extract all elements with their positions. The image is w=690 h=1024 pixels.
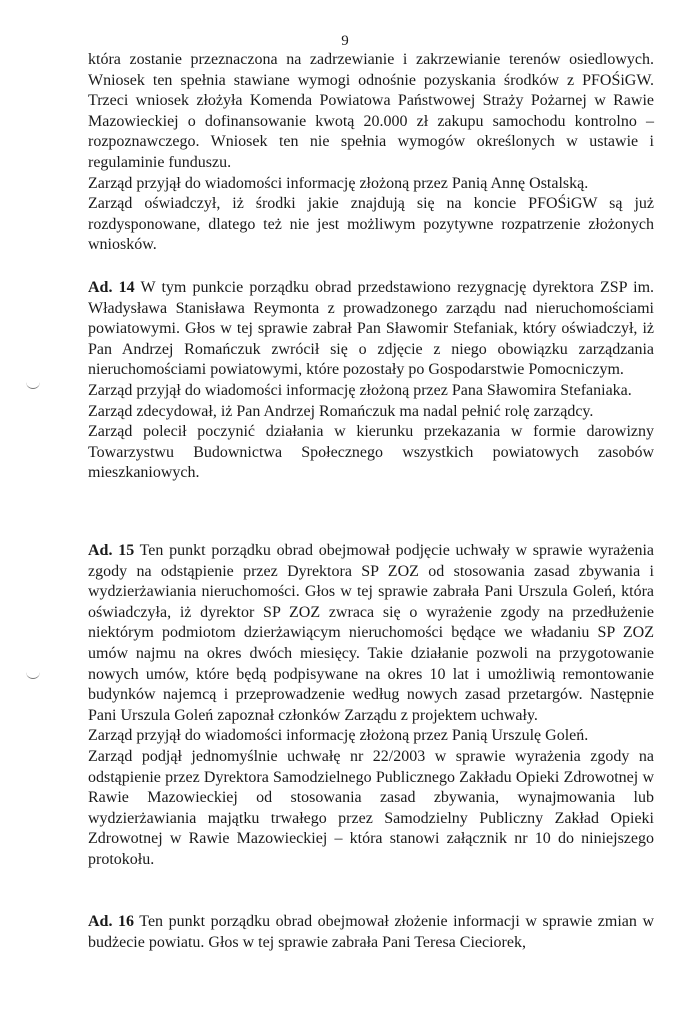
paragraph (88, 912, 654, 953)
item-label: Ad. 16 (88, 913, 135, 930)
page-number: 9 (341, 33, 349, 49)
punch-hole-mark (26, 380, 40, 389)
paragraph: Zarząd zdecydował, iż Pan Andrzej Romańczuk ma nadal pełnić rolę zarządcy. (88, 402, 594, 420)
section-ad-14 (88, 278, 654, 484)
paragraph: Zarząd oświadczył, iż środki jakie znajdują się na koncie PFOŚiGW są już rozdysponowane, dlatego też nie jest możliwym pozytywne rozpatrzenie złożonych wniosków. (88, 195, 654, 254)
item-text: Ten punkt porządku obrad obejmował podjęcie uchwały w sprawie wyrażenia zgody na odstąpienie przez Dyrektora SP ZOZ od stosowania zasad zbywania i wydzierżawiania nieruchomości. Głos w tej sprawie zabrała Pani Urszula Goleń, która oświadczyła, iż dyrektor SP ZOZ zwraca się o wyrażenie zgody na przedłużenie niektórym podmiotom dzierżawiącym nieruchomości będące we władaniu SP ZOZ umów najmu na okres dwóch miesięcy. Takie działanie pozwoli na przygotowanie nowych umów, które będą podpisywane na okres 10 lat i umożliwią remontowanie budynków najemcą i przeprowadzenie według nowych zasad przetargów. Następnie Pani Urszula Goleń zapoznał członków Zarządu z projektem uchwały. (88, 542, 655, 724)
item-label: Ad. 15 (88, 542, 135, 559)
item-text: W tym punkcie porządku obrad przedstawiono rezygnację dyrektora ZSP im. Władysława Stanisława Reymonta z prowadzonego zarządu nad nieruchomościami powiatowymi. Głos w tej sprawie zabrał Pan Sławomir Stefaniak, który oświadczył, iż Pan Andrzej Romańczuk zwrócił się o zdjęcie z niego obowiązku zarządzania nieruchomościami powiatowymi, które pozostały po Gospodarstwie Pomocniczym. (88, 279, 655, 379)
paragraph: Zarząd polecił poczynić działania w kierunku przekazania w formie darowizny Towarzystwu Budownictwa Społecznego wszystkich powiatowych zasobów mieszkaniowych. (88, 423, 654, 482)
paragraph (88, 541, 654, 726)
item-label: Ad. 14 (88, 279, 135, 296)
paragraph: Zarząd przyjął do wiadomości informację złożoną przez Panią Urszulę Goleń. (88, 727, 589, 745)
section-ad-15 (88, 541, 654, 871)
punch-hole-mark (26, 670, 40, 679)
paragraph: która zostanie przeznaczona na zadrzewianie i zakrzewianie terenów osiedlowych. Wniosek ten spełnia stawiane wymogi odnośnie pozyskania środków z PFOŚiGW. Trzeci wniosek złożyła Komenda Powiatowa Państwowej Straży Pożarnej w Rawie Mazowieckiej o dofinansowanie kwotą 20.000 zł zakupu samochodu kontrolno – rozpoznawczego. Wniosek ten nie spełnia wymogów określonych w ustawie i regulaminie funduszu. (88, 51, 654, 171)
section-ad-16 (88, 912, 654, 953)
section-continuation (88, 50, 654, 256)
paragraph (88, 278, 654, 381)
paragraph: Zarząd przyjął do wiadomości informację złożoną przez Panią Annę Ostalską. (88, 174, 589, 192)
paragraph: Zarząd podjął jednomyślnie uchwałę nr 22/2003 w sprawie wyrażenia zgody na odstąpienie przez Dyrektora Samodzielnego Publicznego Zakładu Opieki Zdrowotnej w Rawie Mazowieckiej od stosowania zasad zbywania, wynajmowania lub wydzierżawiania majątku trwałego przez Samodzielny Publiczny Zakład Opieki Zdrowotnej w Rawie Mazowieckiej – która stanowi załącznik nr 10 do niniejszego protokołu. (88, 747, 654, 868)
paragraph: Zarząd przyjął do wiadomości informację złożoną przez Pana Sławomira Stefaniaka. (88, 381, 632, 399)
item-text: Ten punkt porządku obrad obejmował złożenie informacji w sprawie zmian w budżecie powiatu. Głos w tej sprawie zabrała Pani Teresa Cieciorek, (88, 913, 654, 951)
